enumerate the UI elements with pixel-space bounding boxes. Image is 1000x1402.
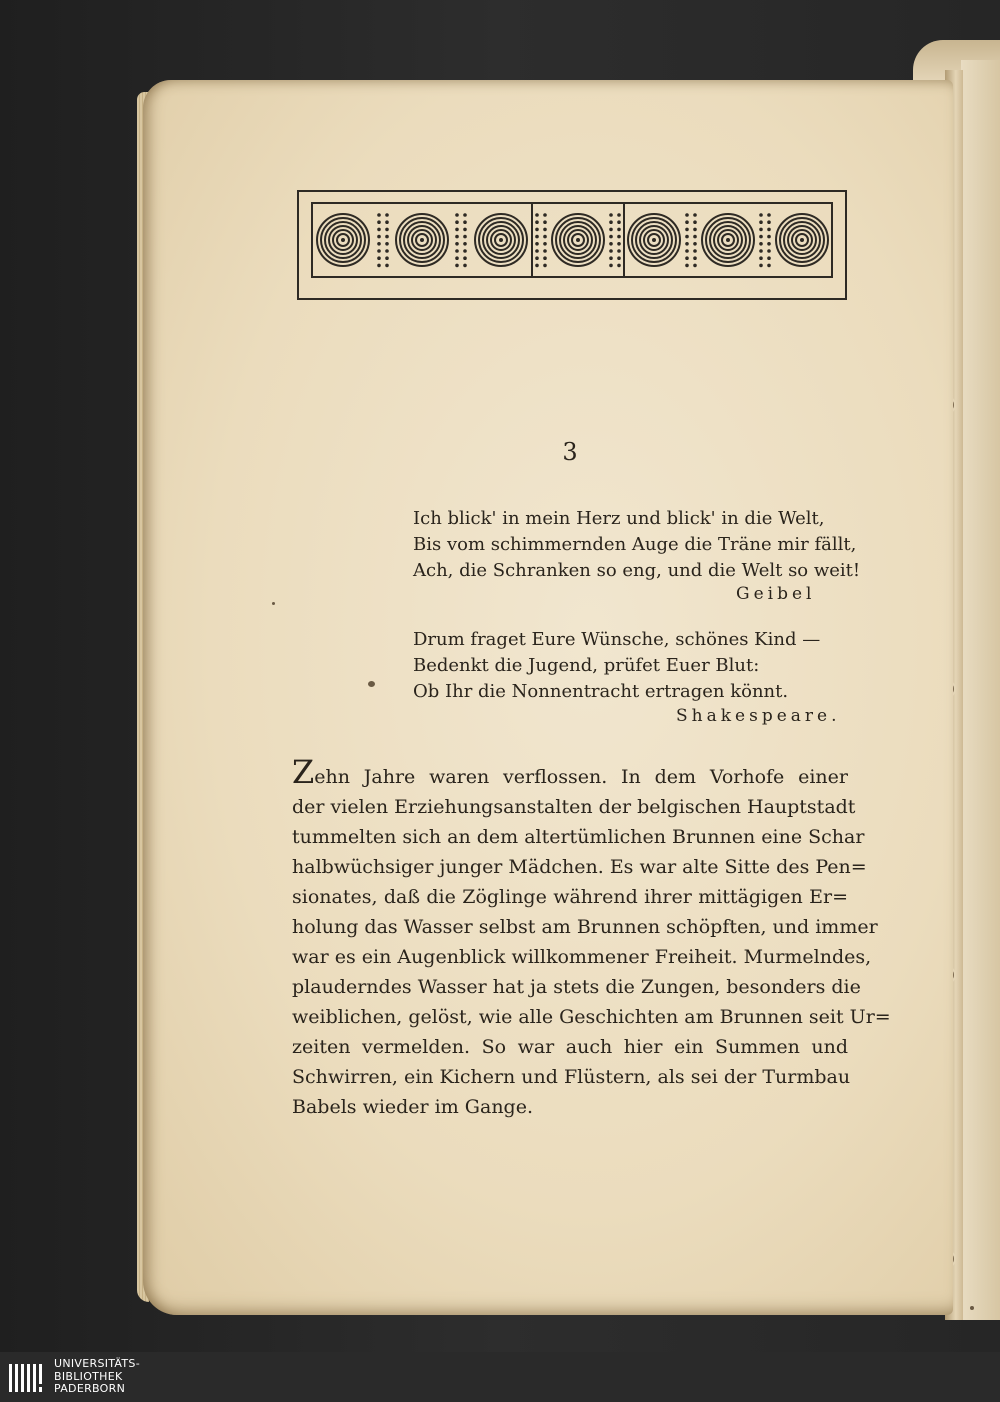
library-logo-icon	[8, 1360, 46, 1396]
body-line: plauderndes Wasser hat ja stets die Zungen, besonders die	[292, 976, 861, 998]
logo-line: UNIVERSITÄTS-	[54, 1357, 140, 1370]
body-line: Schwirren, ein Kichern und Flüstern, als sei der Turmbau	[292, 1066, 851, 1088]
paper-speck	[368, 681, 375, 687]
epigraph-line: Ich blick' in mein Herz und blick' in die Welt,	[413, 508, 825, 529]
body-line: sionates, daß die Zöglinge während ihrer mittägigen Er=	[292, 886, 848, 908]
epigraph-line: Bedenkt die Jugend, prüfet Euer Blut:	[413, 655, 760, 676]
dot-grid-icon	[534, 211, 548, 269]
epigraph-line: Ach, die Schranken so eng, und die Welt so weit!	[413, 560, 861, 581]
epigraph-line: Ob Ihr die Nonnentracht ertragen könnt.	[413, 681, 789, 702]
body-line: der vielen Erziehungsanstalten der belgischen Hauptstadt	[292, 796, 856, 818]
ornament-segment	[533, 204, 625, 276]
epigraph-author: Geibel	[736, 584, 816, 604]
body-line: Babels wieder im Gange.	[292, 1096, 533, 1118]
dot-grid-icon	[454, 211, 468, 269]
concentric-circle-icon	[626, 212, 682, 268]
dot-grid-icon	[684, 211, 698, 269]
chapter-number: 3	[562, 438, 578, 466]
next-page-edge	[961, 60, 1000, 1320]
dot-grid-icon	[758, 211, 772, 269]
body-line: weiblichen, gelöst, wie alle Geschichten am Brunnen seit Ur=	[292, 1006, 891, 1028]
concentric-circle-icon	[394, 212, 450, 268]
library-logo-text	[54, 1358, 140, 1396]
logo-line: PADERBORN	[54, 1382, 126, 1395]
ornament-segment	[625, 204, 831, 276]
epigraph-author: Shakespeare.	[676, 706, 841, 726]
drop-cap: Z	[292, 753, 315, 791]
paper-speck	[970, 1306, 974, 1310]
body-line-text: ehn Jahre waren verflossen. In dem Vorhofe einer	[314, 766, 848, 788]
body-line	[292, 753, 848, 792]
body-line: tummelten sich an dem altertümlichen Brunnen eine Schar	[292, 826, 865, 848]
ornament-frame	[311, 202, 833, 278]
ornamental-header	[297, 190, 847, 300]
concentric-circle-icon	[473, 212, 529, 268]
ornament-segment	[313, 204, 533, 276]
concentric-circle-icon	[315, 212, 371, 268]
paper-speck	[272, 602, 275, 605]
concentric-circle-icon	[774, 212, 830, 268]
footer-bar	[0, 1352, 1000, 1402]
epigraph-line: Bis vom schimmernden Auge die Träne mir fällt,	[413, 534, 857, 555]
concentric-circle-icon	[700, 212, 756, 268]
body-line: war es ein Augenblick willkommener Freiheit. Murmelndes,	[292, 946, 872, 968]
concentric-circle-icon	[550, 212, 606, 268]
body-line: halbwüchsiger junger Mädchen. Es war alte Sitte des Pen=	[292, 856, 867, 878]
dot-grid-icon	[376, 211, 390, 269]
chapter-body	[292, 753, 891, 1122]
epigraph-geibel	[413, 506, 860, 584]
epigraph-line: Drum fraget Eure Wünsche, schönes Kind —	[413, 629, 821, 650]
epigraph-shakespeare	[413, 627, 820, 705]
body-line: zeiten vermelden. So war auch hier ein Summen und	[292, 1036, 848, 1058]
dot-grid-icon	[608, 211, 622, 269]
body-line: holung das Wasser selbst am Brunnen schöpften, und immer	[292, 916, 878, 938]
logo-line: BIBLIOTHEK	[54, 1369, 123, 1383]
